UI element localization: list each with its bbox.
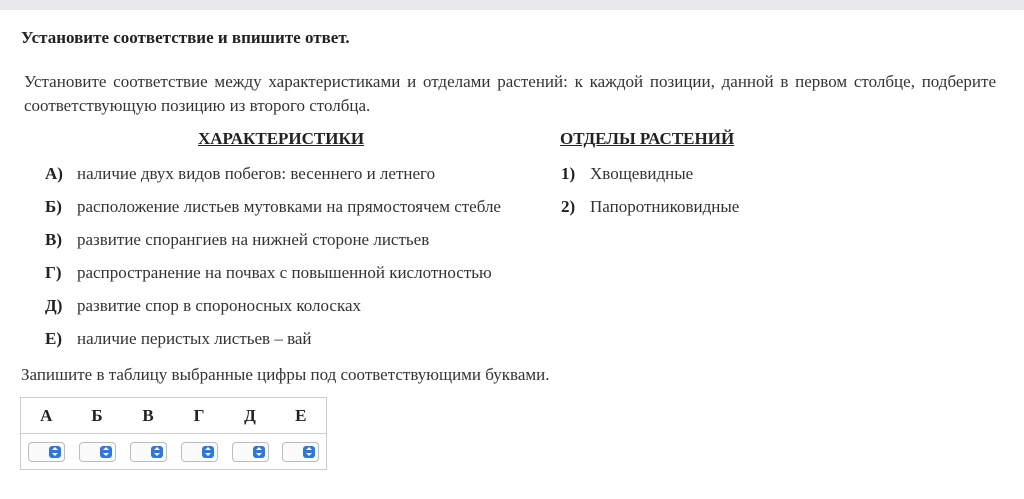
select-arrows-icon <box>303 446 315 458</box>
answer-header-d: Д <box>225 398 276 434</box>
answer-header-e: Е <box>276 398 327 434</box>
characteristics-column-title: ХАРАКТЕРИСТИКИ <box>198 129 365 148</box>
item-key: В) <box>45 230 62 249</box>
item-key: Е) <box>45 329 62 348</box>
top-bar <box>0 0 1024 10</box>
item-text: развитие спорангиев на нижней стороне листьев <box>77 230 430 249</box>
item-key: Д) <box>45 296 63 315</box>
item-key: Б) <box>45 197 62 216</box>
answer-select-row <box>21 434 327 470</box>
divisions-column-title: ОТДЕЛЫ РАСТЕНИЙ <box>560 129 735 148</box>
select-arrows-icon <box>100 446 112 458</box>
answer-header-row <box>21 398 327 434</box>
item-text: развитие спор в спороносных колосках <box>77 296 362 315</box>
item-key: Г) <box>45 263 62 282</box>
select-arrows-icon <box>253 446 265 458</box>
answer-select-e[interactable] <box>282 442 319 462</box>
item-key: 2) <box>561 197 576 216</box>
answer-header-a: А <box>21 398 72 434</box>
item-text: наличие перистых листьев – вай <box>77 329 312 348</box>
select-arrows-icon <box>202 446 214 458</box>
item-key: 1) <box>561 164 576 183</box>
task-heading: Установите соответствие и впишите ответ. <box>21 28 350 47</box>
answer-select-b[interactable] <box>79 442 116 462</box>
item-text: расположение листьев мутовками на прямостоячем стебле <box>77 197 501 216</box>
answer-header-g: Г <box>174 398 225 434</box>
answer-select-d[interactable] <box>232 442 269 462</box>
answer-header-b: Б <box>72 398 123 434</box>
answer-select-g[interactable] <box>181 442 218 462</box>
answer-header-v: В <box>123 398 174 434</box>
item-text: Хвощевидные <box>590 164 694 183</box>
select-arrows-icon <box>151 446 163 458</box>
item-text: Папоротниковидные <box>590 197 740 216</box>
answer-table <box>20 397 327 470</box>
item-text: распространение на почвах с повышенной кислотностью <box>77 263 492 282</box>
answer-select-v[interactable] <box>130 442 167 462</box>
answer-instruction: Запишите в таблицу выбранные цифры под соответствующими буквами. <box>21 365 550 384</box>
answer-select-a[interactable] <box>28 442 65 462</box>
select-arrows-icon <box>49 446 61 458</box>
item-key: А) <box>45 164 63 183</box>
item-text: наличие двух видов побегов: весеннего и летнего <box>77 164 436 183</box>
task-intro: Установите соответствие между характеристиками и отделами растений: к каждой позиции, данной в первом столбце, подберите соответствующую позицию из второго столбца. <box>24 72 996 115</box>
